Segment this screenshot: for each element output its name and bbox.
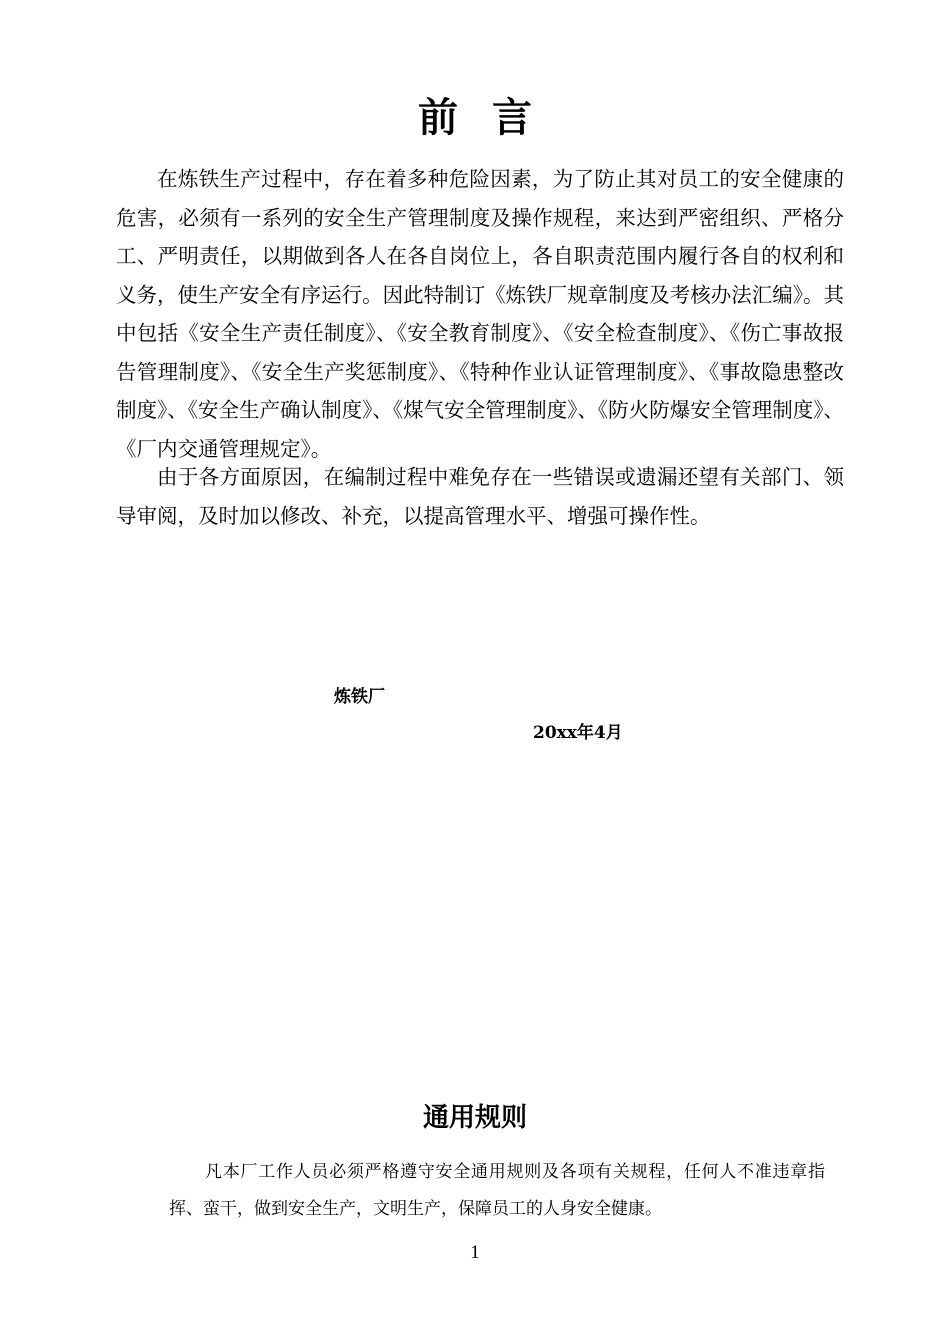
preface-title: 前言: [418, 95, 566, 141]
general-rules-title: 通用规则: [422, 1103, 527, 1133]
preface-paragraph-1: 在炼铁生产过程中，存在着多种危险因素，为了防止其对员工的安全健康的危害，必须有一系列的安全生产管理制度及操作规程，来达到严密组织、严格分工、严明责任，以期做到各人在各自岗位上，各自职责范围内履行各自的权利和义务，使生产安全有序运行。因此特制订《炼铁厂规章制度及考核办法汇编》。其中包括《安全生产责任制度》、《安全教育制度》、《安全检查制度》、《伤亡事故报告管理制度》、《安全生产奖惩制度》、《特种作业认证管理制度》、《事故隐患整改制度》、《安全生产确认制度》、《煤气安全管理制度》、《防火防爆安全管理制度》、《厂内交通管理规定》。: [116, 167, 844, 461]
page-number: 1: [470, 1242, 480, 1263]
signature-date: 20xx年4月: [533, 723, 623, 743]
preface-paragraph-2: 由于各方面原因，在编制过程中难免存在一些错误或遗漏还望有关部门、领导审阅，及时加以修改、补充，以提高管理水平、增强可操作性。: [116, 465, 844, 528]
general-rules-paragraph: 凡本厂工作人员必须严格遵守安全通用规则及各项有关规程，任何人不准违章指挥、蛮干，做到安全生产，文明生产，保障员工的人身安全健康。: [169, 1162, 825, 1219]
signature-organization: 炼铁厂: [334, 687, 385, 707]
